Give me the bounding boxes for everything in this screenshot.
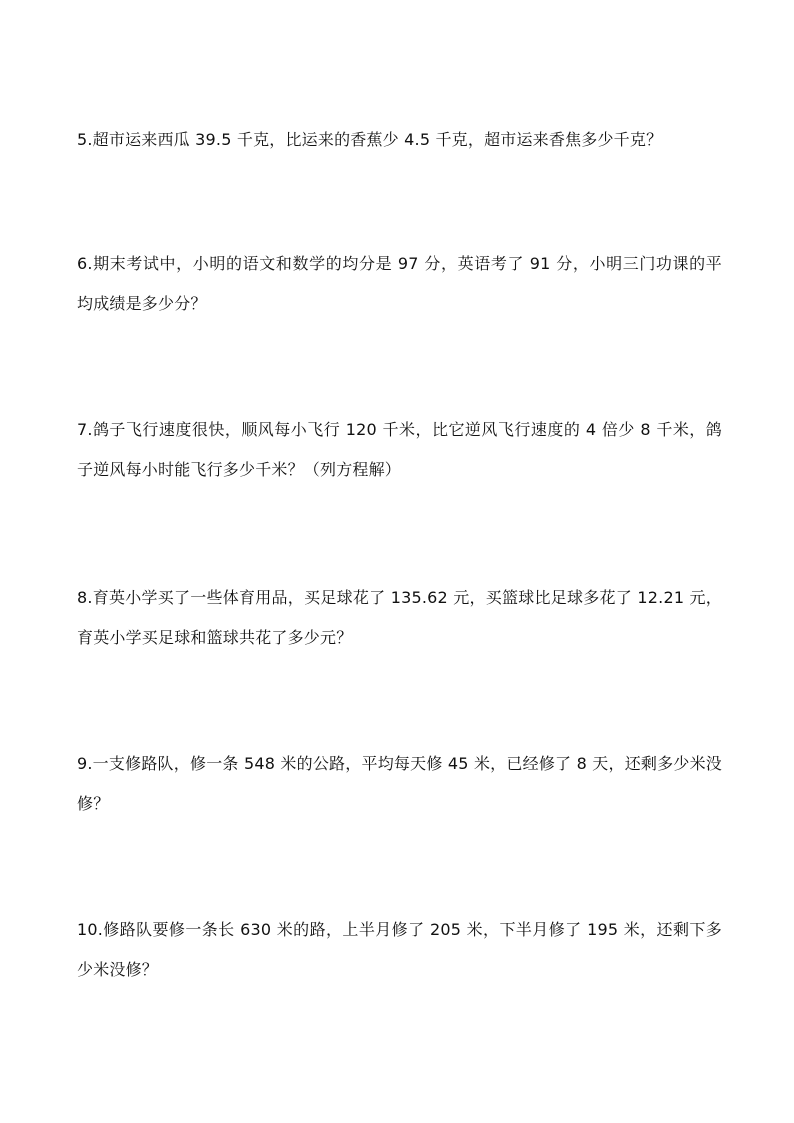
word-problem-7: 7.鸽子飞行速度很快，顺风每小飞行 120 千米，比它逆风飞行速度的 4 倍少 8 千米，鸽子逆风每小时能飞行多少千米？（列方程解） bbox=[77, 420, 722, 479]
word-problem-5: 5.超市运来西瓜 39.5 千克，比运来的香蕉少 4.5 千克，超市运来香焦多少千克？ bbox=[77, 130, 663, 149]
word-problem-6: 6.期末考试中，小明的语文和数学的均分是 97 分，英语考了 91 分，小明三门功课的平均成绩是多少分？ bbox=[77, 254, 722, 313]
word-problem-10: 10.修路队要修一条长 630 米的路，上半月修了 205 米，下半月修了 195 米，还剩下多少米没修？ bbox=[77, 920, 722, 979]
word-problem-8: 8.育英小学买了一些体育用品，买足球花了 135.62 元，买篮球比足球多花了 12.21 元，育英小学买足球和篮球共花了多少元？ bbox=[77, 588, 722, 647]
word-problem-9: 9.一支修路队，修一条 548 米的公路，平均每天修 45 米，已经修了 8 天，还剩多少米没修？ bbox=[77, 754, 722, 813]
